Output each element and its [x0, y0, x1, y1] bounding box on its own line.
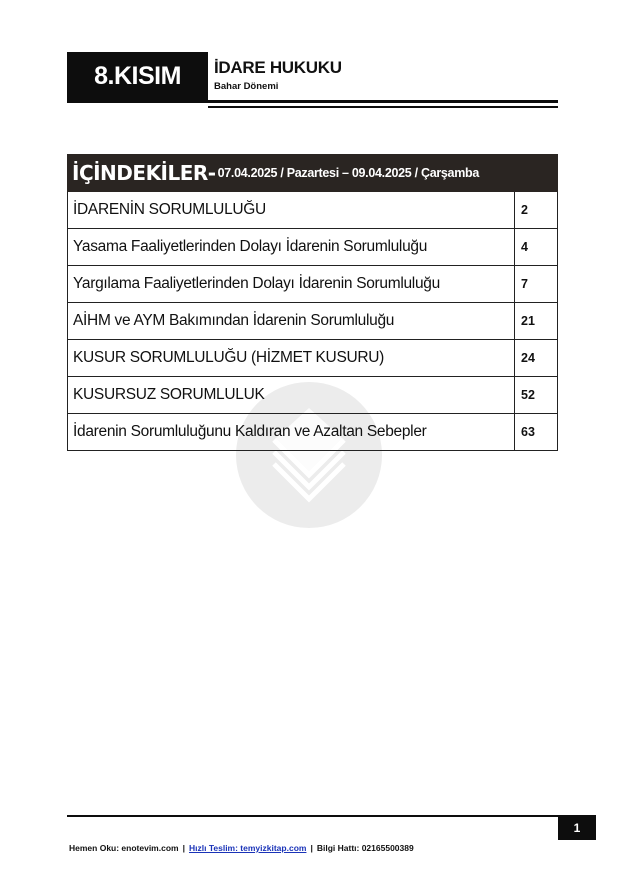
toc-entry-page: 7	[521, 277, 528, 291]
toc-entry-title: İdarenin Sorumluluğunu Kaldıran ve Azaltan Sebepler	[68, 414, 515, 450]
header-rule	[67, 100, 558, 103]
toc-dates: 07.04.2025 / Pazartesi – 09.04.2025 / Çarşamba	[217, 166, 480, 180]
toc-row[interactable]	[67, 266, 558, 303]
toc-entry-title: AİHM ve AYM Bakımından İdarenin Sorumluluğu	[68, 303, 515, 339]
toc-row[interactable]	[67, 414, 558, 451]
toc-entry-page: 63	[521, 425, 535, 439]
toc-row[interactable]	[67, 377, 558, 414]
toc-entry-title: İDARENİN SORUMLULUĞU	[68, 192, 515, 228]
footer-separator: |	[310, 843, 313, 853]
toc-heading: İÇİNDEKİLER-	[72, 161, 216, 185]
toc-row[interactable]	[67, 192, 558, 229]
toc-entry-page: 4	[521, 240, 528, 254]
toc-entry-title: KUSUR SORUMLULUĞU (HİZMET KUSURU)	[68, 340, 515, 376]
toc-entry-page: 24	[521, 351, 535, 365]
toc-row[interactable]	[67, 303, 558, 340]
toc-entry-title: Yargılama Faaliyetlerinden Dolayı İdarenin Sorumluluğu	[68, 266, 515, 302]
section-label: 8.KISIM	[94, 62, 181, 90]
toc-entry-title: KUSURSUZ SORUMLULUK	[68, 377, 515, 413]
footer-item-phone: Bilgi Hattı: 02165500389	[316, 843, 414, 853]
footer-info	[69, 843, 414, 853]
table-of-contents	[67, 154, 558, 451]
footer-separator: |	[182, 843, 185, 853]
toc-entry-title: Yasama Faaliyetlerinden Dolayı İdarenin Sorumluluğu	[68, 229, 515, 265]
toc-entry-page: 21	[521, 314, 535, 328]
toc-row[interactable]	[67, 229, 558, 266]
footer-rule	[67, 815, 558, 817]
footer-item-read: Hemen Oku: enotevim.com	[69, 843, 179, 853]
page-number: 1	[558, 815, 596, 840]
section-badge	[67, 52, 208, 101]
toc-entry-page: 52	[521, 388, 535, 402]
footer-link-delivery[interactable]: Hızlı Teslim: temyizkitap.com	[188, 843, 307, 853]
toc-row[interactable]	[67, 340, 558, 377]
document-title: İDARE HUKUKU	[214, 58, 342, 77]
toc-entry-page: 2	[521, 203, 528, 217]
document-subtitle: Bahar Dönemi	[214, 81, 279, 92]
toc-header	[67, 154, 558, 192]
header-rule-secondary	[208, 106, 558, 108]
